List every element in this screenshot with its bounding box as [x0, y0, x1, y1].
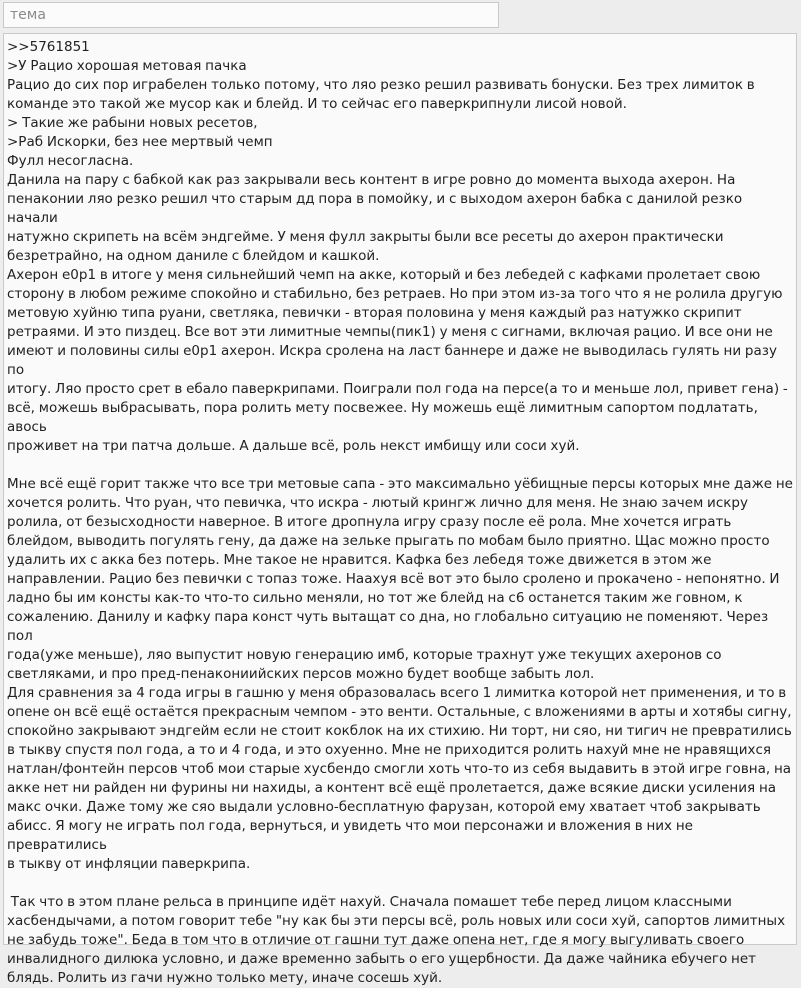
message-textarea[interactable] — [3, 33, 797, 986]
message-text: >>5761851 >У Рацио хорошая метовая пачка Рацио до сих пор играбелен только потому, что ляо резко решил развивать бонуски. Без трех лимиток в команде это такой же мусор как и блейд. И то сейчас его паверкрипнули лисой новой. > Такие же рабыни новых ресетов, >Раб Искорки, без нее мертвый чемп Фулл несогласна. Данила на пару с бабкой как раз закрывали весь контент в игре ровно до момента выхода ахерон. На пенаконии ляо резко решил что старым дд пора в помойку, и с выходом ахерон бабка с данилой резко начали натужно скрипеть на всём эндгейме. У меня фулл закрыты были все ресеты до ахерон практически безретрайно, на одном даниле с блейдом и кашкой. Ахерон е0р1 в итоге у меня сильнейший чемп на акке, который и без лебедей с кафками пролетает свою сторону в любом режиме спокойно и стабильно, без ретраев. Но при этом из-за того что я не ролила другую метовую хуйню типа руани, светляка, певички - вторая половина у меня каждый раз натужко скрипит ретраями. И это пиздец. Все вот эти лимитные чемпы(пик1) у меня с сигнами, включая рацио. И все они не имеют и половины силы е0р1 ахерон. Искра сролена на ласт баннере и даже не выводилась гулять ни разу по итогу. Ляо просто срет в ебало паверкрипами. Поиграли пол года на персе(а то и меньше лол, привет гена) - всё, можешь выбрасывать, пора ролить мету посвежее. Ну можешь ещё лимитным сапортом подлатать, авось проживет на три патча дольше. А дальше всё, роль некст имбищу или соси хуй. Мне всё ещё горит также что все три метовые сапа - это максимально уёбищные персы которых мне даже не хочется ролить. Что руан, что певичка, что искра - лютый крингж лично для меня. Не знаю зачем искру ролила, от безысходности наверное. В итоге дропнула игру сразу после её рола. Мне хочется играть блейдом, выводить погулять гену, да даже на зельке прыгать по мобам было приятно. Щас можно просто удалить их с акка без потерь. Мне такое не нравится. Кафка без лебедя тоже движется в этом же направлении. Рацио без певички с топаз тоже. Haахуя всё вот это было сролено и прокачено - непонятно. И ладно бы им консты как-то что-то сильно меняли, но тот же блейд на с6 останется таким же говном, к сожалению. Данилу и кафку пара конст чуть вытащат со дна, но глобально ситуацию не поменяют. Через пол года(уже меньше), ляо выпустит новую генерацию имб, которые трахнут уже текущих ахеронов со светляками, и про пред-пенакониийских персов можно будет вообще забыть лол. Для сравнения за 4 года игры в гашню у меня образовалась всего 1 лимитка которой нет применения, и то в опене он всё ещё остаётся прекрасным чемпом - это венти. Остальные, с вложениями в арты и хотябы сигну, спокойно закрывают эндгейм если не стоит кокблок на их стихию. Ни торт, ни сяо, ни тигич не превратились в тыкву спустя пол года, а то и 4 года, и это охуенно. Мне не приходится ролить нахуй мне не нравящихся натлан/фонтейн персов чтоб мои старые хусбендо смогли хоть что-то из себя выдавить в этой игре говна, на акке нет ни райден ни фурины ни нахиды, а контент всё ещё пролетается, даже всякие диски усиления на макс очки. Даже тому же сяо выдали условно-бесплатную фарузан, которой ему хватает чтоб закрывать абисс. Я могу не играть пол года, вернуться, и увидеть что мои персонажи и вложения в них не превратились в тыкву от инфляции паверкрипа. Так что в этом плане рельса в принципе идёт нахуй. Сначала помашет тебе перед лицом классными хасбендычами, а потом говорит тебе "ну как бы эти персы всё, роль новых или соси хуй, сапортов лимитных не забудь тоже". Беда в том что в отличие от гашни тут даже опена нет, где я могу выгуливать своего инвалидного дилюка условно, и даже временно забыть о его ущербности. Да даже чайника ебучего нет блядь. Ролить из гачи нужно только мету, иначе сосешь хуй. — [7, 39, 793, 986]
topic-input[interactable] — [3, 2, 499, 28]
